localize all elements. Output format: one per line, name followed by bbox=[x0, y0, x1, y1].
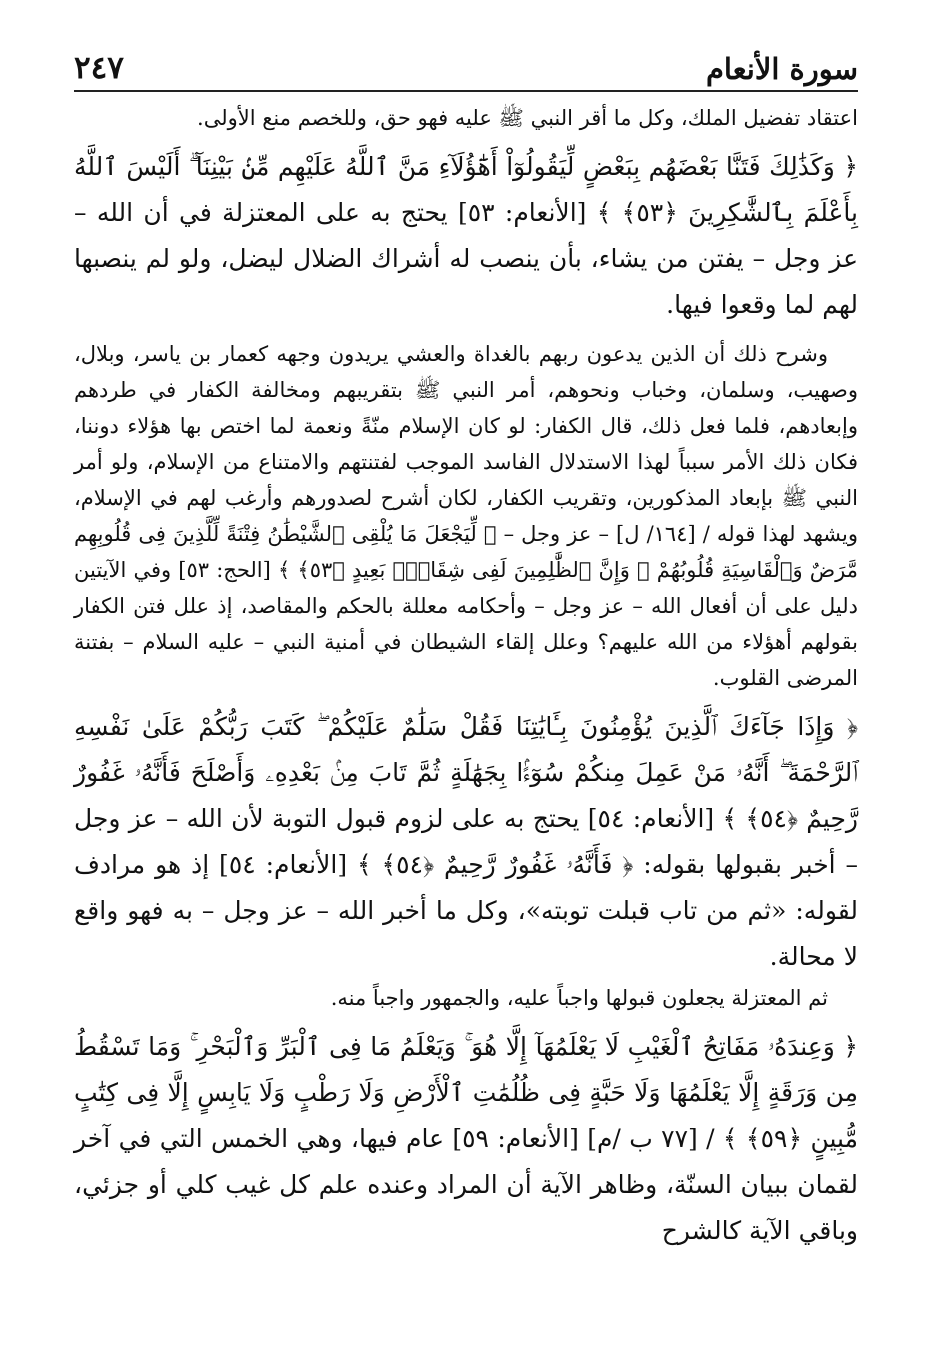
paragraph-mutazila: ثم المعتزلة يجعلون قبولها واجباً عليه، والجمهور واجباً منه. bbox=[330, 986, 828, 1010]
paragraph-verse-59: ﴿ وَعِندَهُۥ مَفَاتِحُ ٱلْغَيْبِ لَا يَعْلَمُهَآ إِلَّا هُوَ ۚ وَيَعْلَمُ مَا فِى ٱلْبَرِّ وَٱلْبَحْرِ ۚ وَمَا تَسْقُطُ مِن وَرَقَةٍ إِلَّا يَعْلَمُهَا وَلَا حَبَّةٍ فِى ظُلُمَٰتِ ٱلْأَرْضِ وَلَا رَطْبٍ وَلَا يَابِسٍ إِلَّا فِى كِتَٰبٍ مُّبِينٍ ﴿٥٩﴾ ﴾ / [٧٧ ب /م] [الأنعام: ٥٩] عام فيها، وهي الخمس التي في آخر لقمان ببيان السنّة، وظاهر الآية أن المراد وعنده علم كل غيب كلي أو جزئي، وباقي الآية كالشرح bbox=[74, 1032, 858, 1245]
paragraph-verse-54: ﴿ وَإِذَا جَآءَكَ ٱلَّذِينَ يُؤْمِنُونَ بِـَٔايَٰتِنَا فَقُلْ سَلَٰمٌ عَلَيْكُمْ ۖ كَتَبَ رَبُّكُمْ عَلَىٰ نَفْسِهِ ٱلرَّحْمَةَ ۖ أَنَّهُۥ مَنْ عَمِلَ مِنكُمْ سُوٓءًۢا بِجَهَٰلَةٍ ثُمَّ تَابَ مِنۢ بَعْدِهِۦ وَأَصْلَحَ فَأَنَّهُۥ غَفُورٌ رَّحِيمٌ ﴿٥٤﴾ ﴾ [الأنعام: ٥٤] يحتج به على لزوم قبول التوبة لأن الله – عز وجل – أخبر بقبولها بقوله: ﴿ فَأَنَّهُۥ غَفُورٌ رَّحِيمٌ ﴿٥٤﴾ ﴾ [الأنعام: ٥٤] إذ هو مرادف لقوله: «ثم من تاب قبلت توبته»، وكل ما أخبر الله – عز وجل – به فهو واقع لا محالة. bbox=[74, 712, 858, 971]
page-header bbox=[74, 34, 858, 92]
page-number: ٢٤٧ bbox=[74, 50, 124, 86]
paragraph-intro: اعتقاد تفضيل الملك، وكل ما أقر النبي ﷺ عليه فهو حق، وللخصم منع الأولى. bbox=[197, 106, 858, 130]
running-title: سورة الأنعام bbox=[705, 52, 858, 86]
paragraph-verse-53: ﴿ وَكَذَٰلِكَ فَتَنَّا بَعْضَهُم بِبَعْضٍ لِّيَقُولُوٓاْ أَهَٰٓؤُلَآءِ مَنَّ ٱللَّهُ عَلَيْهِم مِّنۢ بَيْنِنَآ ۗ أَلَيْسَ ٱللَّهُ بِأَعْلَمَ بِٱلشَّٰكِرِينَ ﴿٥٣﴾ ﴾ [الأنعام: ٥٣] يحتج به على المعتزلة في أن الله – عز وجل – يفتن من يشاء، بأن ينصب له أشراك الضلال ليضل، ولو لم ينصبها لهم لما وقعوا فيها. bbox=[74, 152, 858, 319]
page-body bbox=[74, 100, 858, 1254]
paragraph-commentary: وشرح ذلك أن الذين يدعون ربهم بالغداة والعشي يريدون وجهه كعمار بن ياسر، وبلال، وصهيب، وسلمان، وخباب ونحوهم، أمر النبي ﷺ بتقريبهم ومخالفة الكفار في طردهم وإبعادهم، فلما فعل ذلك، قال الكفار: لو كان الإسلام منّةً ونعمة لما اختص بها هؤلاء دوننا، فكان ذلك الأمر سبباً لهذا الاستدلال الفاسد الموجب لفتنتهم والامتناع من الإسلام، ولو أمر النبي ﷺ بإبعاد المذكورين، وتقريب الكفار، لكان أشرح لصدورهم وأرغب لهم في الإسلام، ويشهد لهذا قوله / [١٦٤/ ل] – عز وجل – ﴿ لِّيَجْعَلَ مَا يُلْقِى ٱلشَّيْطَٰنُ فِتْنَةً لِّلَّذِينَ فِى قُلُوبِهِم مَّرَضٌ وَٱلْقَاسِيَةِ قُلُوبُهُمْ ۗ وَإِنَّ ٱلظَّٰلِمِينَ لَفِى شِقَاقٍۭ بَعِيدٍ ﴿٥٣﴾ ﴾ [الحج: ٥٣] وفي الآيتين دليل على أن أفعال الله – عز وجل – وأحكامه معللة بالحكم والمقاصد، إذ علل فتن الكفار بقولهم أهؤلاء من الله عليهم؟ وعلل إلقاء الشيطان في أمنية النبي – عليه السلام – بفتنة المرضى القلوب. bbox=[74, 342, 858, 690]
